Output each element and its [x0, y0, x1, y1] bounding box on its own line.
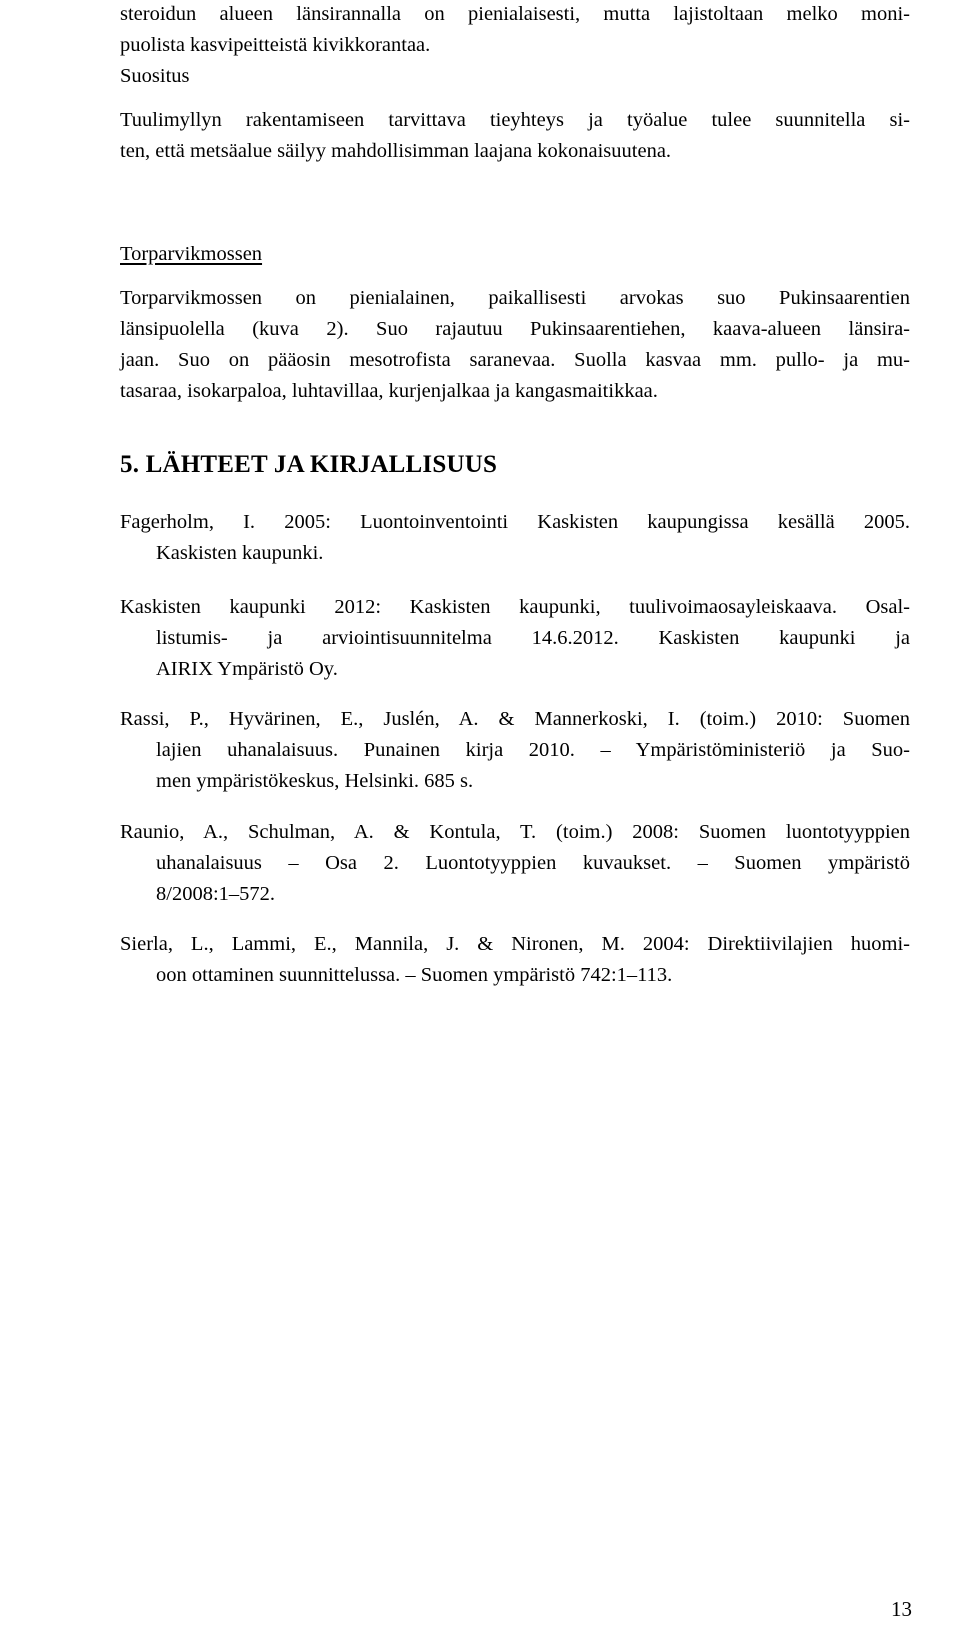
- reference-line: listumis- ja arviointisuunnitelma 14.6.2012. Kaskisten kaupunki ja: [156, 627, 910, 649]
- reference-line: oon ottaminen suunnittelussa. – Suomen ympäristö 742:1–113.: [156, 964, 673, 986]
- reference-line: AIRIX Ympäristö Oy.: [156, 658, 338, 680]
- reference-4: [120, 817, 910, 910]
- text-line: Tuulimyllyn rakentamiseen tarvittava tieyhteys ja työalue tulee suunnitella si-: [120, 109, 910, 131]
- torparvikmossen-block: [120, 239, 910, 407]
- text-line: steroidun alueen länsirannalla on pienialaisesti, mutta lajistoltaan melko moni-: [120, 3, 910, 25]
- text-line: puolista kasvipeitteistä kivikkorantaa.: [120, 34, 431, 56]
- reference-3: [120, 704, 910, 797]
- reference-line: Sierla, L., Lammi, E., Mannila, J. & Nironen, M. 2004: Direktiivilajien huomi-: [120, 933, 910, 955]
- reference-line: Kaskisten kaupunki 2012: Kaskisten kaupunki, tuulivoimaosayleiskaava. Osal-: [120, 596, 910, 618]
- text-line: tasaraa, isokarpaloa, luhtavillaa, kurjenjalkaa ja kangasmaitikkaa.: [120, 380, 658, 402]
- reference-5: [120, 929, 910, 991]
- reference-2: [120, 592, 910, 685]
- text-line: ten, että metsäalue säilyy mahdollisimman laajana kokonaisuutena.: [120, 140, 672, 162]
- reference-line: Raunio, A., Schulman, A. & Kontula, T. (toim.) 2008: Suomen luontotyyppien: [120, 821, 910, 843]
- intro-paragraph: [120, 0, 910, 61]
- text-line: jaan. Suo on pääosin mesotrofista saranevaa. Suolla kasvaa mm. pullo- ja mu-: [120, 349, 910, 371]
- recommendation-heading: Suositus: [120, 65, 190, 87]
- section-title: 5. LÄHTEET JA KIRJALLISUUS: [120, 451, 498, 478]
- recommendation-block: [120, 61, 910, 167]
- text-line: länsipuolella (kuva 2). Suo rajautuu Pukinsaarentiehen, kaava-alueen länsira-: [120, 318, 910, 340]
- reference-line: Kaskisten kaupunki.: [156, 542, 324, 564]
- reference-line: uhanalaisuus – Osa 2. Luontotyyppien kuvaukset. – Suomen ympäristö: [156, 852, 910, 874]
- reference-line: Fagerholm, I. 2005: Luontoinventointi Kaskisten kaupungissa kesällä 2005.: [120, 511, 910, 533]
- page-number: 13: [891, 1597, 912, 1621]
- reference-line: men ympäristökeskus, Helsinki. 685 s.: [156, 770, 474, 792]
- reference-line: Rassi, P., Hyvärinen, E., Juslén, A. & Mannerkoski, I. (toim.) 2010: Suomen: [120, 708, 910, 730]
- reference-1: [120, 507, 910, 569]
- reference-line: lajien uhanalaisuus. Punainen kirja 2010. – Ympäristöministeriö ja Suo-: [156, 739, 910, 761]
- torparvikmossen-heading: Torparvikmossen: [120, 243, 263, 265]
- text-line: Torparvikmossen on pienialainen, paikallisesti arvokas suo Pukinsaarentien: [120, 287, 910, 309]
- reference-line: 8/2008:1–572.: [156, 883, 276, 905]
